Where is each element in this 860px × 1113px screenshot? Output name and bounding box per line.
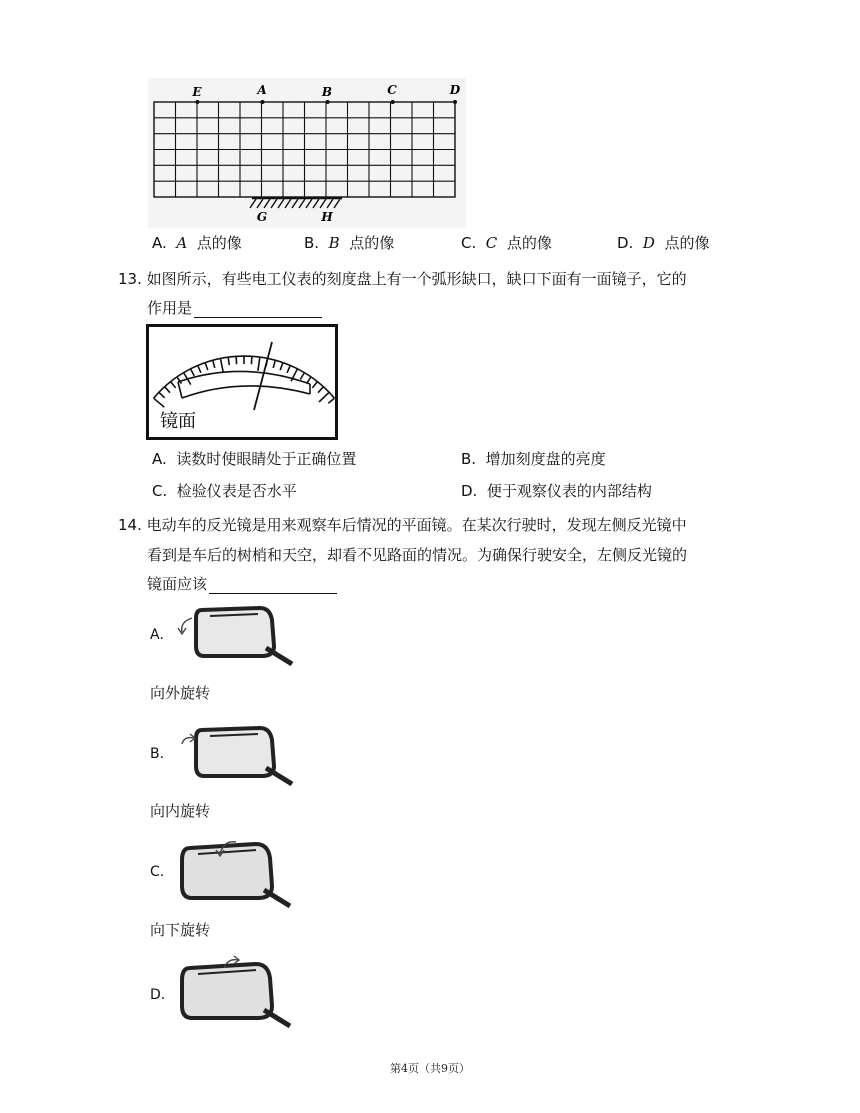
q12-option-a[interactable] xyxy=(152,233,242,253)
option-text: 点的像 xyxy=(349,234,395,252)
option-letter: C. xyxy=(461,234,477,252)
option-text: 检验仪表是否水平 xyxy=(176,482,297,500)
q13-stem-line2 xyxy=(147,298,322,318)
q12-option-b[interactable] xyxy=(304,233,394,253)
stem-text: 镜面应该 xyxy=(147,575,208,593)
option-letter: D. xyxy=(617,234,634,252)
stem-text: 电动车的反光镜是用来观察车后情况的平面镜。在某次行驶时，发现左侧反光镜中 xyxy=(146,516,687,534)
answer-blank[interactable] xyxy=(194,301,322,318)
option-letter: D. xyxy=(461,482,478,500)
q14-option-b-caption: 向内旋转 xyxy=(150,802,211,820)
q14-option-a-letter[interactable]: A. xyxy=(150,627,164,643)
option-letter: C. xyxy=(152,482,168,500)
q13-option-c[interactable] xyxy=(152,481,297,501)
answer-blank[interactable] xyxy=(209,577,337,594)
mirror-rotate-up-icon[interactable] xyxy=(172,954,296,1030)
grid-figure xyxy=(148,78,466,228)
q14-stem-line1 xyxy=(118,515,687,535)
q12-option-d[interactable] xyxy=(617,233,709,253)
q13-option-d[interactable] xyxy=(461,481,652,501)
mirror-rotate-down-icon[interactable] xyxy=(172,834,296,910)
option-var: B xyxy=(328,234,340,252)
label-d: D xyxy=(449,83,461,97)
page-footer: 第4页（共9页） xyxy=(390,1062,470,1075)
option-text: 点的像 xyxy=(664,234,710,252)
question-number: 14. xyxy=(118,516,142,534)
q14-option-b-letter[interactable]: B. xyxy=(150,746,165,762)
option-letter: B. xyxy=(461,450,477,468)
stem-text: 看到是车后的树梢和天空，却看不见路面的情况。为确保行驶安全，左侧反光镜的 xyxy=(147,546,688,564)
q14-stem-line2 xyxy=(147,545,687,565)
q12-option-c[interactable] xyxy=(461,233,552,253)
option-letter: A. xyxy=(152,234,167,252)
q14-option-c-caption: 向下旋转 xyxy=(150,921,211,939)
option-letter: A. xyxy=(152,450,167,468)
meter-figure xyxy=(146,324,338,440)
q13-option-a[interactable] xyxy=(152,449,356,469)
option-var: C xyxy=(485,234,498,252)
q14-option-d-letter[interactable]: D. xyxy=(150,987,166,1003)
stem-text: 如图所示，有些电工仪表的刻度盘上有一个弧形缺口，缺口下面有一面镜子，它的 xyxy=(146,270,687,288)
q14-option-a-caption: 向外旋转 xyxy=(150,684,211,702)
option-text: 便于观察仪表的内部结构 xyxy=(486,482,652,500)
option-text: 增加刻度盘的亮度 xyxy=(485,450,606,468)
label-e: E xyxy=(192,85,202,99)
q14-option-c-letter[interactable]: C. xyxy=(150,864,165,880)
label-c: C xyxy=(387,83,397,97)
option-text: 读数时使眼睛处于正确位置 xyxy=(176,450,357,468)
meter-label: 镜面 xyxy=(160,411,196,432)
stem-text: 作用是 xyxy=(147,299,193,317)
label-a: A xyxy=(257,83,267,97)
option-var: D xyxy=(642,234,655,252)
q13-option-b[interactable] xyxy=(461,449,606,469)
option-text: 点的像 xyxy=(506,234,552,252)
q13-stem-line1 xyxy=(118,269,687,289)
question-number: 13. xyxy=(118,270,142,288)
option-var: A xyxy=(176,234,188,252)
q14-stem-line3 xyxy=(147,574,337,594)
option-text: 点的像 xyxy=(196,234,242,252)
label-g: G xyxy=(256,210,268,224)
mirror-rotate-out-icon[interactable] xyxy=(170,602,296,668)
mirror-rotate-in-icon[interactable] xyxy=(170,722,296,788)
option-letter: B. xyxy=(304,234,320,252)
label-b: B xyxy=(321,85,333,99)
label-h: H xyxy=(321,210,333,224)
